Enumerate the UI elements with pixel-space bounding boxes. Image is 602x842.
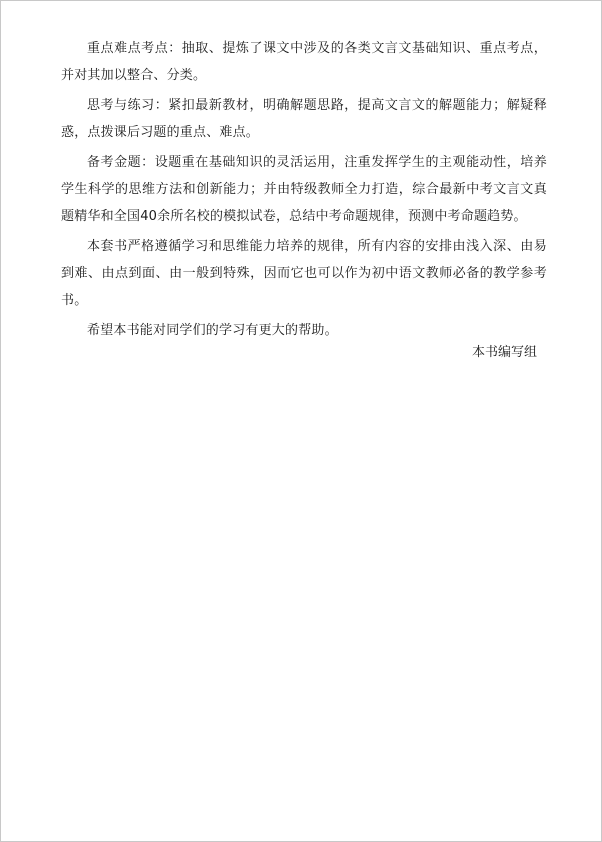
editor-signature: 本书编写组: [472, 345, 538, 360]
paragraph-exercises: 思考与练习：紧扣最新教材，明确解题思路，提高文言文的解题能力；解疑释惑，点拨课后习题的重点、难点。: [61, 98, 547, 140]
preface-body: [61, 35, 547, 347]
paragraph-key-points: 重点难点考点：抽取、提炼了课文中涉及的各类文言文基础知识、重点考点，并对其加以整合、分类。: [61, 41, 547, 83]
paragraph-closing-wish: 希望本书能对同学们的学习有更大的帮助。: [87, 323, 338, 338]
paragraph-exam-questions: 备考金题：设题重在基础知识的灵活运用，注重发挥学生的主观能动性，培养学生科学的思维方法和创新能力；并由特级教师全力打造，综合最新中考文言文真题精华和全国40余所名校的模拟试卷，总结中考命题规律，预测中考命题趋势。: [61, 155, 547, 224]
paragraph-book-principles: 本套书严格遵循学习和思维能力培养的规律，所有内容的安排由浅入深、由易到难、由点到面、由一般到特殊，因而它也可以作为初中语文教师必备的教学参考书。: [61, 239, 547, 308]
